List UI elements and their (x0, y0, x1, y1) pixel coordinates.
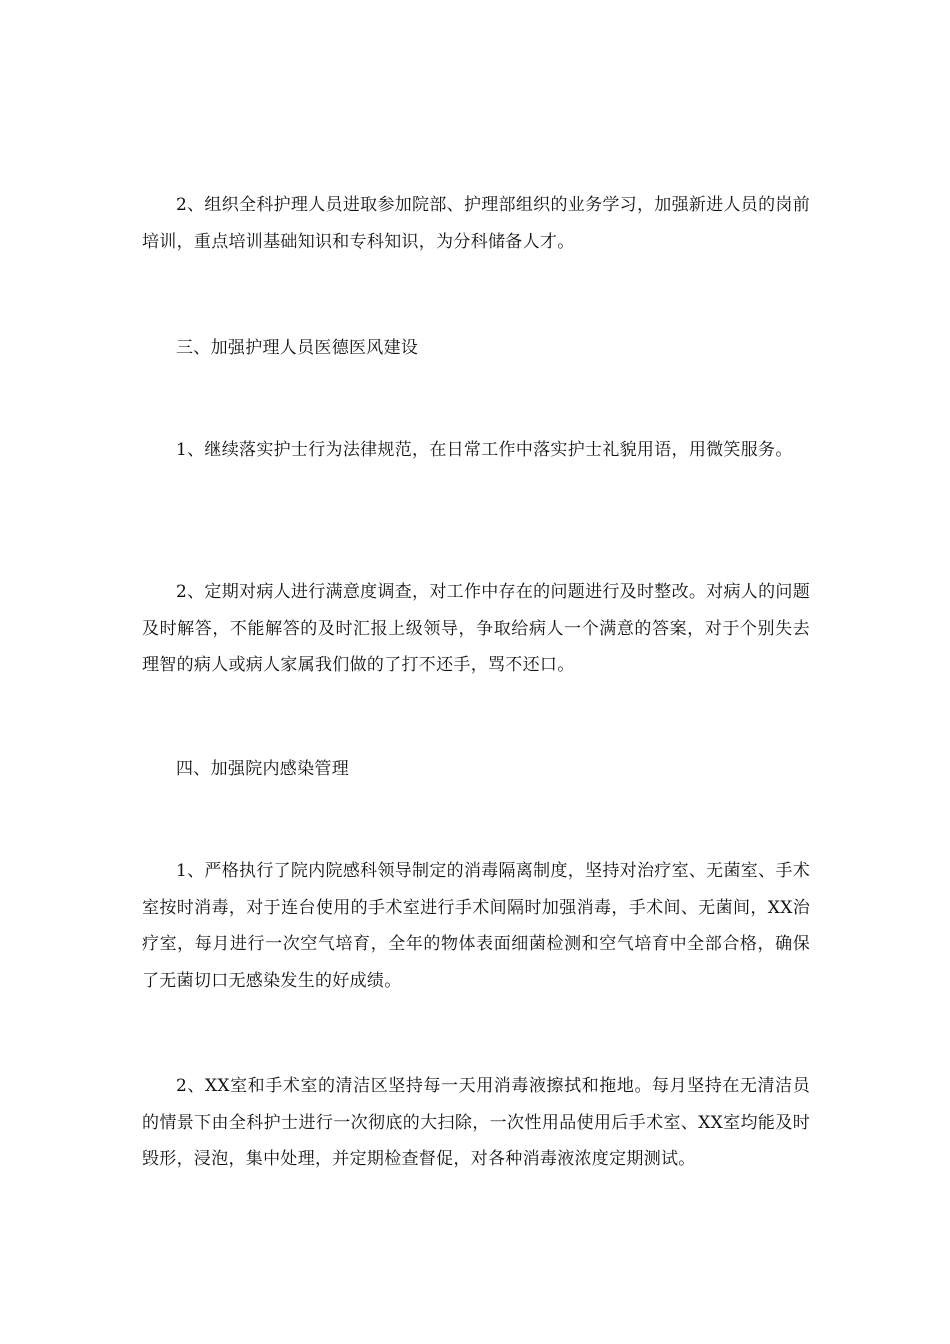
paragraph-staff-training: 2、组织全科护理人员进取参加院部、护理部组织的业务学习，加强新进人员的岗前培训，重点培训基础知识和专科知识，为分科储备人才。 (142, 195, 810, 252)
section-heading-4: 四、加强院内感染管理 (176, 759, 349, 779)
paragraph-cleaning-routine: 2、XX室和手术室的清洁区坚持每一天用消毒液擦拭和拖地。每月坚持在无清洁员的情景下由全科护士进行一次彻底的大扫除，一次性用品使用后手术室、XX室均能及时毁形，浸泡，集中处理，并定期检查督促，对各种消毒液浓度定期测试。 (142, 1076, 810, 1169)
paragraph-conduct-norms: 1、继续落实护士行为法律规范，在日常工作中落实护士礼貌用语，用微笑服务。 (176, 440, 793, 460)
section-heading-3: 三、加强护理人员医德医风建设 (176, 338, 419, 358)
paragraph-satisfaction-survey: 2、定期对病人进行满意度调查，对工作中存在的问题进行及时整改。对病人的问题及时解答，不能解答的及时汇报上级领导，争取给病人一个满意的答案，对于个别失去理智的病人或病人家属我们做的了打不还手，骂不还口。 (142, 582, 810, 675)
paragraph-disinfection-policy: 1、严格执行了院内院感科领导制定的消毒隔离制度，坚持对治疗室、无菌室、手术室按时消毒，对于连台使用的手术室进行手术间隔时加强消毒，手术间、无菌间，XX治疗室，每月进行一次空气培育，全年的物体表面细菌检测和空气培育中全部合格，确保了无菌切口无感染发生的好成绩。 (142, 861, 810, 991)
